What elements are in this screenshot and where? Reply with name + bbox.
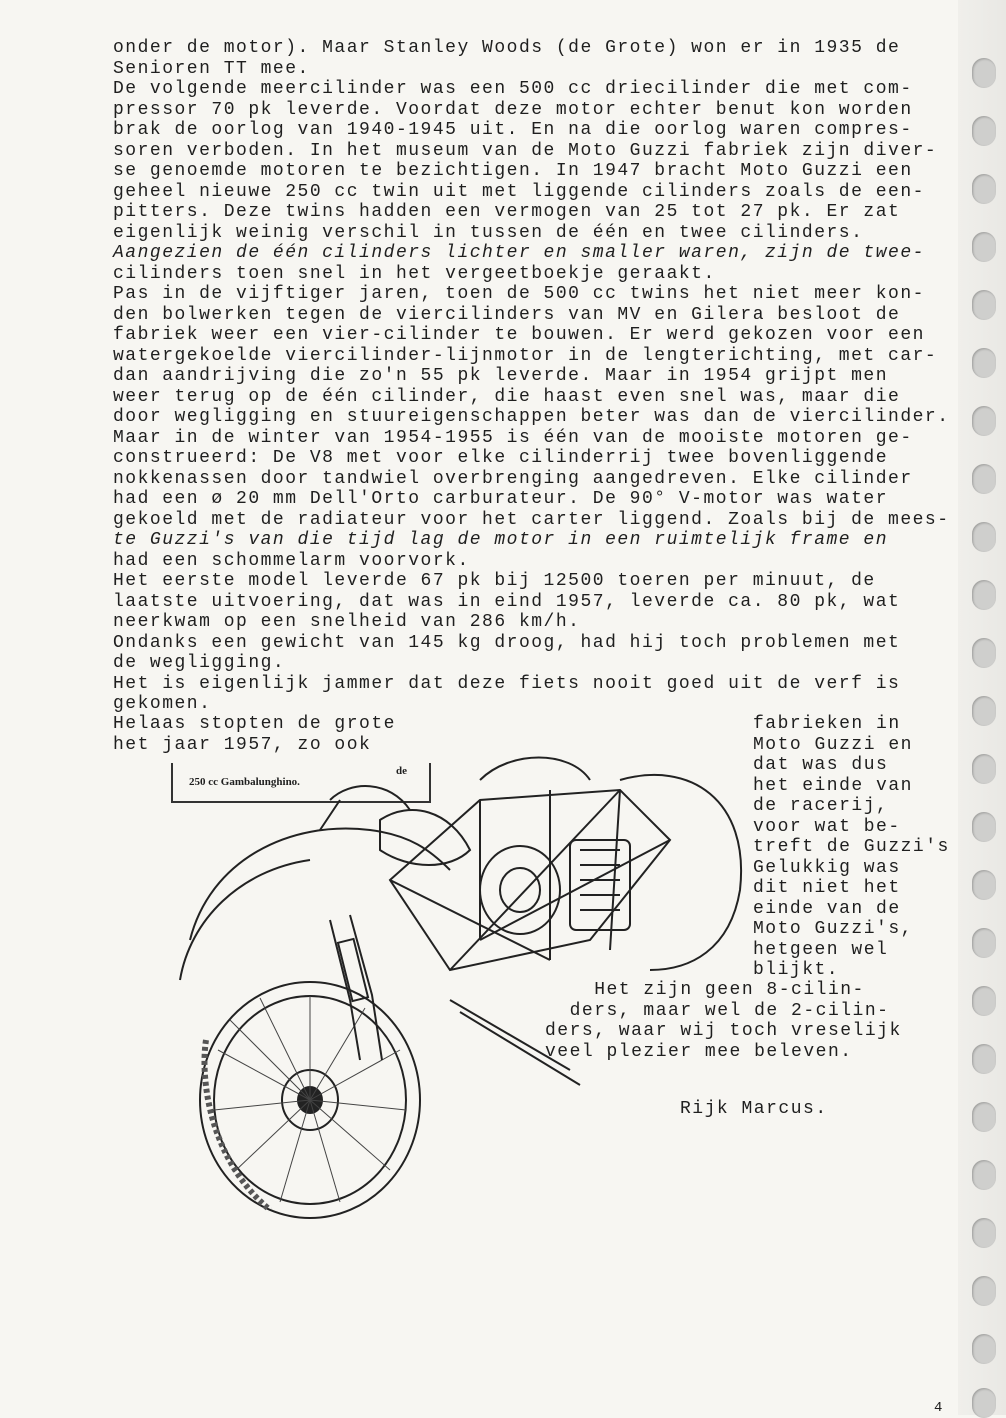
text-line: de wegligging. (113, 653, 286, 673)
binder-hole (972, 464, 996, 494)
binder-hole (972, 812, 996, 842)
text-line: had een schommelarm voorvork. (113, 550, 470, 571)
text-line: Senioren TT mee. (113, 58, 310, 79)
binder-hole (972, 522, 996, 552)
bottom-left-text: Helaas stopten de grote het jaar 1957, zo ook (113, 714, 396, 755)
text-line: construeerd: De V8 met voor elke cilinderrij twee bovenliggende (113, 448, 889, 468)
binder-hole (972, 1218, 996, 1248)
binder-hole (972, 1044, 996, 1074)
text-line: pitters. Deze twins hadden een vermogen van 25 tot 27 pk. Er zat (113, 202, 901, 222)
text-line: had een ø 20 mm Dell'Orto carburateur. De 90° V-motor was water (113, 489, 889, 509)
text-line: Aangezien de één cilinders lichter en smaller waren, zijn de twee- (113, 243, 925, 263)
binder-hole (972, 232, 996, 262)
binder-hole (972, 406, 996, 436)
binder-hole (972, 870, 996, 900)
text-line: onder de motor). Maar Stanley Woods (de Grote) won er in 1935 de (113, 38, 901, 58)
main-text (113, 38, 953, 715)
text-line: Het is eigenlijk jammer dat deze fiets nooit goed uit de verf is (113, 673, 901, 694)
author-signature: Rijk Marcus. (680, 1099, 828, 1119)
text-line: watergekoelde viercilinder-lijnmotor in de lengterichting, met car- (113, 345, 938, 366)
binder-hole (972, 116, 996, 146)
binder-hole (972, 58, 996, 88)
text-line: weer terug op de één cilinder, die haast even snel was, maar die (113, 386, 901, 407)
text-line: pressor 70 pk leverde. Voordat deze motor echter benut kon worden (113, 99, 913, 120)
text-line: te Guzzi's van die tijd lag de motor in een ruimtelijk frame en (113, 530, 889, 550)
text-line: De volgende meercilinder was een 500 cc driecilinder die met com- (113, 79, 913, 99)
text-line: dan aandrijving die zo'n 55 pk leverde. Maar in 1954 grijpt men (113, 366, 889, 386)
binder-hole (972, 696, 996, 726)
text-line: door wegligging en stuureigenschappen beter was dan de viercilinder. (113, 407, 950, 427)
text-line: Maar in de winter van 1954-1955 is één van de mooiste motoren ge- (113, 427, 913, 448)
binder-hole (972, 174, 996, 204)
text-line: Pas in de vijftiger jaren, toen de 500 cc twins het niet meer kon- (113, 284, 925, 304)
text-line: fabriek weer een vier-cilinder te bouwen. Er werd gekozen voor een (113, 325, 925, 345)
binder-hole (972, 290, 996, 320)
text-line: geheel nieuwe 250 cc twin uit met liggende cilinders zoals de een- (113, 181, 925, 202)
text-line: nokkenassen door tandwiel overbrenging aangedreven. Elke cilinder (113, 468, 913, 489)
text-line: gekoeld met de radiateur voor het carter liggend. Zoals bij de mees- (113, 509, 950, 530)
text-line: cilinders toen snel in het vergeetboekje geraakt. (113, 263, 716, 284)
figure-caption-suffix: de (396, 765, 407, 777)
text-line: soren verboden. In het museum van de Moto Guzzi fabriek zijn diver- (113, 140, 938, 161)
binder-hole (972, 1276, 996, 1306)
binder-hole (972, 754, 996, 784)
page-number: 4 (934, 1400, 943, 1416)
text-line: eigenlijk weinig verschil in tussen de één en twee cilinders. (113, 222, 864, 243)
text-line: den bolwerken tegen de viercilinders van MV en Gilera besloot de (113, 304, 901, 325)
binder-hole (972, 1334, 996, 1364)
binder-edge (958, 0, 1006, 1415)
text-line: Het eerste model leverde 67 pk bij 12500 toeren per minuut, de (113, 571, 876, 591)
binder-hole (972, 1102, 996, 1132)
text-line: neerkwam op een snelheid van 286 km/h. (113, 612, 581, 632)
text-line: se genoemde motoren te bezichtigen. In 1947 bracht Moto Guzzi een (113, 161, 913, 181)
binder-hole (972, 1160, 996, 1190)
figure-caption: 250 cc Gambalunghino. (189, 776, 300, 788)
text-line: laatste uitvoering, dat was in eind 1957, leverde ca. 80 pk, wat (113, 591, 901, 612)
binder-hole (972, 1388, 996, 1418)
binder-hole (972, 638, 996, 668)
binder-hole (972, 986, 996, 1016)
binder-hole (972, 348, 996, 378)
text-line: brak de oorlog van 1940-1945 uit. En na die oorlog waren compres- (113, 120, 913, 140)
text-line: Ondanks een gewicht van 145 kg droog, had hij toch problemen met (113, 632, 901, 653)
closing-text: Het zijn geen 8-cilin- ders, maar wel de 2-cilin- ders, waar wij toch vreselijk veel plezier mee beleven. (545, 980, 902, 1062)
binder-hole (972, 928, 996, 958)
binder-hole (972, 580, 996, 610)
right-column-text: fabrieken in Moto Guzzi en dat was dus het einde van de racerij, voor wat be- treft de Guzzi's Gelukkig was dit niet het einde van de Moto Guzzi's, hetgeen wel blijkt. (753, 714, 950, 980)
text-line: gekomen. (113, 694, 212, 714)
